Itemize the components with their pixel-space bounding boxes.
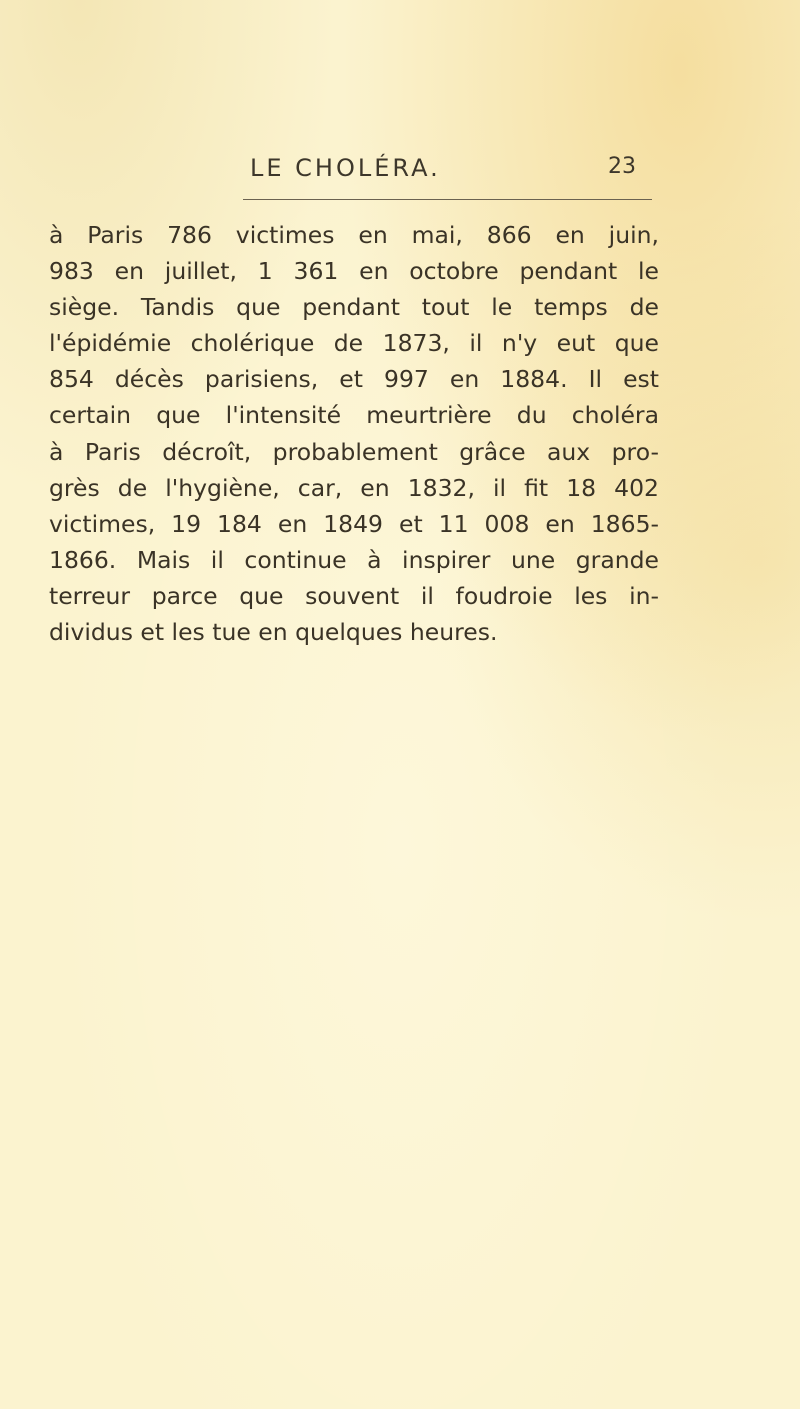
running-head [0,150,800,190]
text-line: dividus et les tue en quelques heures. [49,618,498,647]
text-line: 854 décès parisiens, et 997 en 1884. Il est [49,365,659,394]
text-line: certain que l'intensité meurtrière du choléra [49,401,659,430]
text-line: siège. Tandis que pendant tout le temps de [49,293,659,322]
running-head-title: LE CHOLÉRA. [250,154,441,182]
text-line: terreur parce que souvent il foudroie les in- [49,581,659,610]
header-rule [243,199,652,200]
text-line: victimes, 19 184 en 1849 et 11 008 en 1865- [49,509,659,538]
text-line: 1866. Mais il continue à inspirer une grande [49,545,659,574]
text-line: grès de l'hygiène, car, en 1832, il fit 18 402 [49,473,659,502]
page-number: 23 [608,154,636,179]
text-line: 983 en juillet, 1 361 en octobre pendant le [49,257,659,286]
text-line: l'épidémie cholérique de 1873, il n'y eut que [49,329,659,358]
text-line: à Paris 786 victimes en mai, 866 en juin, [49,221,659,249]
body-paragraph [49,217,659,650]
text-line: à Paris décroît, probablement grâce aux pro- [49,437,659,466]
